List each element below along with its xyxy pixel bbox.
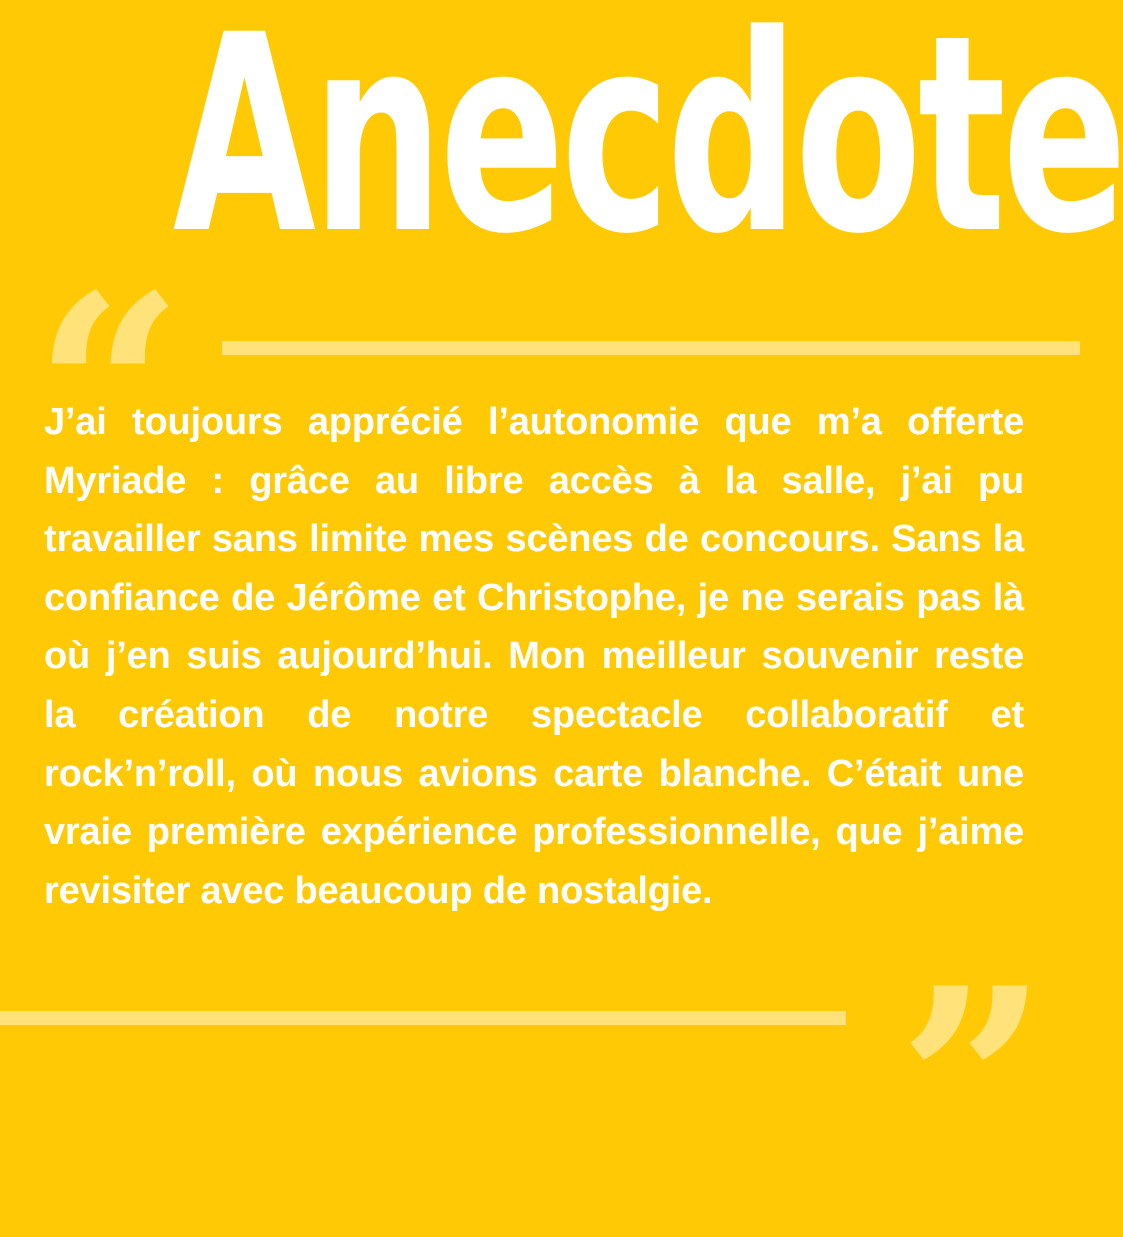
open-quote-icon: “ [34, 239, 184, 544]
close-quote-icon: ” [898, 932, 1048, 1237]
page-title: Anecdote [172, 0, 1123, 294]
bottom-divider [0, 1011, 846, 1025]
top-divider [222, 341, 1080, 355]
quote-text: J’ai toujours apprécié l’autonomie que m’a offerte Myriade : grâce au libre accès à la salle, j’ai pu travailler sans limite mes scènes de concours. Sans la confiance de Jérôme et Christophe, je ne serais pas là où j’en suis aujourd’hui. Mon meilleur souvenir reste la création de notre spectacle collaboratif et rock’n’roll, où nous avions carte blanche. C’était une vraie première expérience professionnelle, que j’aime revisiter avec beaucoup de nostalgie. [44, 401, 1024, 912]
